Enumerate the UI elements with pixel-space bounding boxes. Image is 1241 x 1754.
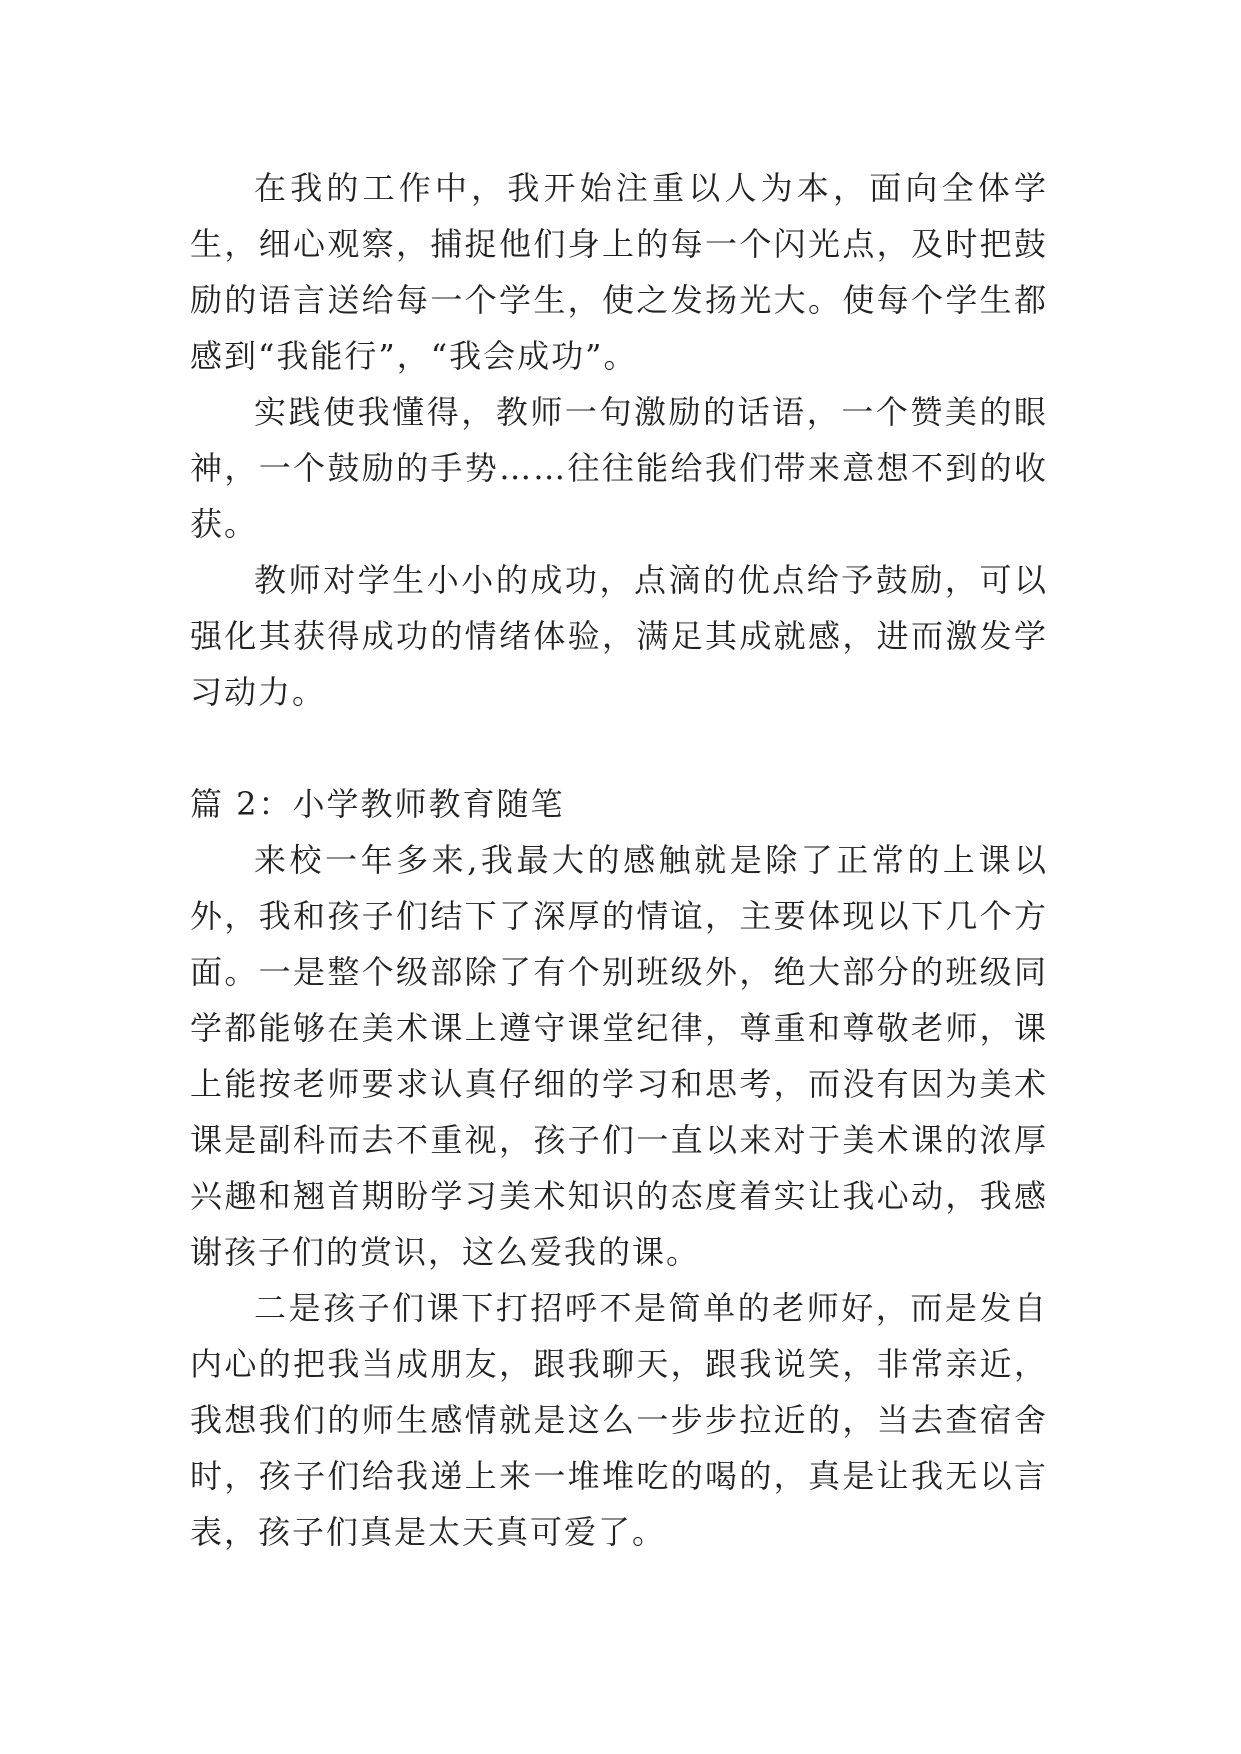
body-paragraph: 来校一年多来,我最大的感触就是除了正常的上课以外，我和孩子们结下了深厚的情谊，主要体现以下几个方面。一是整个级部除了有个别班级外，绝大部分的班级同学都能够在美术课上遵守课堂纪律，尊重和尊敬老师，课上能按老师要求认真仔细的学习和思考，而没有因为美术课是副科而去不重视，孩子们一直以来对于美术课的浓厚兴趣和翘首期盼学习美术知识的态度着实让我心动，我感谢孩子们的赏识，这么爱我的课。 [190,841,1048,1271]
document-body [190,160,1048,1560]
section-heading: 篇 2：小学教师教育随笔 [190,785,565,823]
body-paragraph: 在我的工作中，我开始注重以人为本，面向全体学生，细心观察，捕捉他们身上的每一个闪光点，及时把鼓励的语言送给每一个学生，使之发扬光大。使每个学生都感到“我能行”，“我会成功”。 [190,169,1048,375]
body-paragraph: 二是孩子们课下打招呼不是简单的老师好，而是发自内心的把我当成朋友，跟我聊天，跟我说笑，非常亲近，我想我们的师生感情就是这么一步步拉近的，当去查宿舍时，孩子们给我递上来一堆堆吃的喝的，真是让我无以言表，孩子们真是太天真可爱了。 [190,1289,1048,1551]
body-paragraph: 教师对学生小小的成功，点滴的优点给予鼓励，可以强化其获得成功的情绪体验，满足其成就感，进而激发学习动力。 [190,561,1048,711]
body-paragraph: 实践使我懂得，教师一句激励的话语，一个赞美的眼神，一个鼓励的手势……往往能给我们带来意想不到的收获。 [190,393,1048,543]
